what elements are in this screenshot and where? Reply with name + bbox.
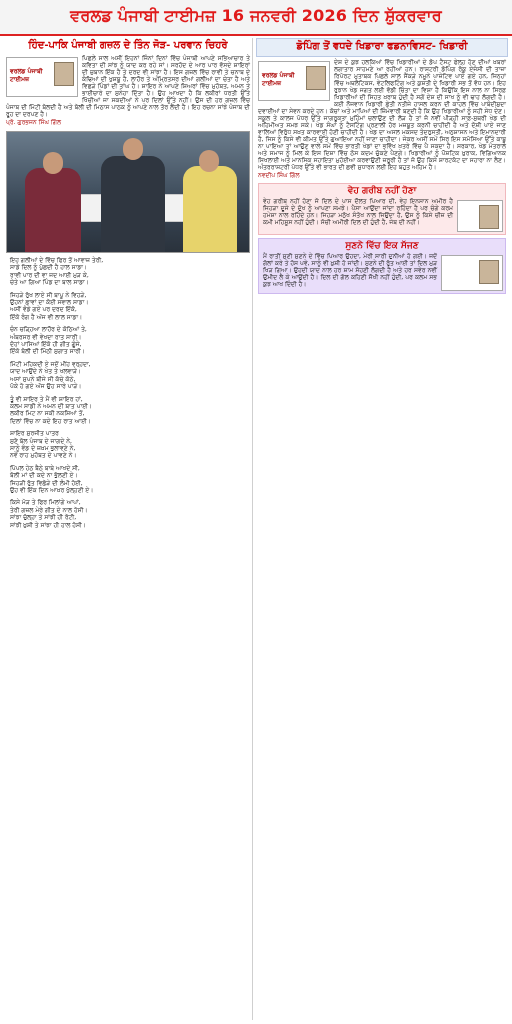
left-column (4, 38, 252, 1020)
poem-line: ਯਾਦ ਆਉਂਦੇ ਨੇ ਖੇਤ ਤੇ ਖਲਵਾੜੇ। (10, 368, 81, 376)
section-wealth-badge (457, 200, 503, 232)
poem-stanza (10, 499, 246, 529)
poem (10, 257, 246, 529)
poem-line: ਅਸੀਂ ਵੰਡੇ ਗਏ ਪਰ ਦਰਦ ਇੱਕੋ, (10, 306, 77, 314)
poem-line: ਉਹ ਵੀ ਇੱਕ ਦਿਨ ਆਖ਼ਰ ਖੁੱਲ੍ਹਣੀ ਏ। (10, 486, 94, 494)
poem-line: ਇਹ ਗਲੀਆਂ ਦੇ ਵਿੱਚ ਫਿਰ ਤੋਂ ਆਵਾਜ਼ ਤੇਰੀ, (10, 257, 104, 264)
section-wealth (258, 183, 506, 235)
poem-line: ਦੋਹਾਂ ਪਾਸਿਆਂ ਇੱਕੋ ਹੀ ਗੀਤ ਗੂੰਜੇ, (10, 341, 82, 349)
author-photo (54, 62, 74, 86)
left-intro-text: ਪਿਛਲੇ ਸਾਲ ਅਸੀਂ ਇਹਨਾਂ ਜਿੰਨਾਂ ਦਿਨਾਂ ਵਿੱਚ ਪੰਜਾਬੀ ਆਪਣੇ ਸਭਿਆਚਾਰ ਤੇ ਕਵਿਤਾ ਦੀ ਸਾਂਝ ਨੂੰ ਯਾਦ ਕਰ ਰਹੇ ਸਾਂ। ਸਰਹੱਦ ਦੇ ਆਰ ਪਾਰ ਵੱਸਦੇ ਸ਼ਾਇਰਾਂ ਦੀ ਜ਼ੁਬਾਨ ਇੱਕ ਹੈ ਤੇ ਦਰਦ ਵੀ ਸਾਂਝਾ ਹੈ। ਇਸ ਗਜ਼ਲ ਵਿੱਚ ਰਾਵੀ ਤੇ ਚਨਾਬ ਦੇ ਕੰਢਿਆਂ ਦੀ ਖੁਸ਼ਬੂ ਹੈ, ਲਾਹੌਰ ਤੇ ਅੰਮ੍ਰਿਤਸਰ ਦੀਆਂ ਗਲੀਆਂ ਦਾ ਚੇਤਾ ਹੈ ਅਤੇ ਵਿਛੜੇ ਪਿੰਡਾਂ ਦੀ ਤਾਂਘ ਹੈ। ਸ਼ਾਇਰ ਨੇ ਆਪਣੇ ਸ਼ਿਅਰਾਂ ਵਿੱਚ ਮੁਹੱਬਤ, ਅਮਨ ਤੇ ਭਾਈਚਾਰੇ ਦਾ ਸੁਨੇਹਾ ਦਿੱਤਾ ਹੈ। ਉਹ ਆਖਦਾ ਹੈ ਕਿ ਲਕੀਰਾਂ ਧਰਤੀ ਉੱਤੇ ਖਿੱਚੀਆਂ ਜਾ ਸਕਦੀਆਂ ਨੇ ਪਰ ਦਿਲਾਂ ਉੱਤੇ ਨਹੀਂ। ਉਸ ਦੀ ਹਰ ਗਜ਼ਲ ਵਿੱਚ ਪੰਜਾਬ ਦੀ ਮਿੱਟੀ ਬੋਲਦੀ ਹੈ ਅਤੇ ਬੋਲੀ ਦੀ ਮਿਠਾਸ ਪਾਠਕ ਨੂੰ ਆਪਣੇ ਨਾਲ ਤੋਰ ਲੈਂਦੀ ਹੈ। ਇਹ ਰਚਨਾ ਸਾਂਝੇ ਪੰਜਾਬ ਦੀ ਰੂਹ ਦਾ ਦਰਪਣ ਹੈ। (6, 55, 250, 118)
poem-line: ਲਕੀਰ ਮਿਟ ਨਾ ਸਕੀ ਨਕਸ਼ਿਆਂ ਤੋਂ, (10, 410, 85, 418)
right-byline-name: ਵਰਲਡ ਪੰਜਾਬੀ ਟਾਈਮਜ਼ (262, 72, 295, 87)
poem-line: ਇੱਕੋ ਬੋਲੀ ਦੀ ਮਿੱਠੀ ਸੁਗਾਤ ਸਾਰੀ। (10, 348, 85, 356)
poem-line: ਨਵੇਂ ਰਾਹ ਮੁਹੱਬਤ ਦੇ ਪਾਵਣੇ ਨੇ। (10, 452, 77, 460)
poem-line: ਚੇਤੇ ਆ ਗਿਆ ਪਿੰਡ ਦਾ ਬਾਲ ਸਾਡਾ। (10, 279, 89, 287)
poem-line: ਸਾਂਝਾ ਚੁੱਲ੍ਹਾ ਤੇ ਸਾਂਝੀ ਹੀ ਰੋਟੀ, (10, 514, 77, 522)
poem-line: ਜਿਹੜੀ ਰੁੱਤ ਵਿਛੋੜੇ ਦੀ ਲੰਮੀ ਹੋਈ, (10, 479, 83, 487)
left-byline-badge (6, 57, 78, 97)
poem-line: ਉਹਨਾਂ ਛਾਵਾਂ ਦਾ ਕੋਈ ਸਵਾਲ ਸਾਡਾ। (10, 299, 89, 307)
poem-line: ਸੁਣੋ ਬੋਲ ਪੰਜਾਬ ਦੇ ਜਾਗਦੇ ਨੇ, (10, 437, 72, 445)
left-byline-name: ਵਰਲਡ ਪੰਜਾਬੀ ਟਾਈਮਜ਼ (10, 68, 43, 83)
poem-line: ਰਾਵੀ ਪਾਰ ਦੀ ਵਾ ਜਦ ਆਈ ਮੁੜ ਕੇ, (10, 271, 89, 279)
poem-stanza (10, 396, 246, 426)
poem-line: ਤੂੰ ਵੀ ਸ਼ਾਇਰ ਤੇ ਮੈਂ ਵੀ ਸ਼ਾਇਰ ਹਾਂ, (10, 395, 83, 403)
poem-line: ਤੇਰੀ ਗਜ਼ਲ ਮੇਰੇ ਗੀਤ ਦੇ ਨਾਲ ਹੋਸੀ। (10, 506, 88, 514)
poem-line: ਪੱਕੇ ਹੋ ਗਏ ਅੱਜ ਉਹ ਸਾਰੇ ਪਾੜੇ। (10, 383, 82, 391)
person-right-head (199, 150, 219, 172)
author-photo (479, 260, 499, 284)
column-divider (252, 38, 253, 1020)
poem-line: ਬੋਲੀ ਮਾਂ ਦੀ ਕਦੇ ਨਾ ਭੁੱਲਣੀ ਏ। (10, 472, 78, 480)
section-poem (258, 238, 506, 294)
left-intro-block (4, 55, 252, 118)
masthead-title: ਵਰਲਡ ਪੰਜਾਬੀ ਟਾਈਮਜ਼ 16 ਜਨਵਰੀ 2026 ਦਿਨ ਸ਼ੁੱਕਰਵਾਰ (70, 6, 442, 25)
left-byline-sub: ਪ੍ਰੋ. ਗੁਰਭਜਨ ਸਿੰਘ ਗਿੱਲ (6, 119, 62, 126)
group-photo (6, 131, 250, 253)
poem-stanza (10, 292, 246, 322)
poem-line: ਮਿੱਟੀ ਮਹਿਕਦੀ ਏ ਜਦੋਂ ਮੀਂਹ ਵਰ੍ਹਦਾ, (10, 360, 91, 368)
section-wealth-title: ਵੇਹ ਗਰੀਬ ਨਹੀਂ ਹੋਣਾ (347, 186, 417, 196)
section-poem-text: ਮੈਂ ਰਾਤੀਂ ਸੁਣੀ ਸੁਣਨੇ ਦੇ ਵਿੱਚ ਪਿਆਰ ਉਹਦਾ, ਮੇਰੀ ਸਾਰੀ ਦੁਨੀਆਂ ਹੋ ਗਈ। ਜਦੋਂ ਗੱਲਾਂ ਕਰੇ ਤੇ ਹੱਸ ਪਵੇ, ਸਾਨੂੰ ਵੀ ਖ਼ੁਸ਼ੀ ਹੋ ਜਾਂਦੀ। ਸੁਣਨੇ ਦੀ ਰੁੱਤ ਆਈ ਤਾਂ ਦਿਲ ਮੁੜ ਖਿੜ ਗਿਆ। ਉਹਦੀ ਯਾਦ ਨਾਲ ਹਰ ਸ਼ਾਮ ਸੋਹਣੀ ਲੱਗਦੀ ਹੈ ਅਤੇ ਹਰ ਸਵੇਰ ਨਵੀਂ ਉਮੀਦ ਲੈ ਕੇ ਆਉਂਦੀ ਹੈ। ਦਿਲ ਦੀ ਗੱਲ ਕਹਿਣੀ ਸੌਖੀ ਨਹੀਂ ਹੁੰਦੀ, ਪਰ ਕਲਮ ਸਭ ਕੁਝ ਆਖ ਦਿੰਦੀ ਹੈ। (263, 253, 437, 288)
poem-line: ਸਾਡੇ ਦਿਲ ਨੂੰ ਪੁੱਛਦੀ ਹੈ ਹਾਲ ਸਾਡਾ। (10, 264, 88, 272)
poem-line: ਇੱਕੋ ਰੰਗ ਹੈ ਅੱਜ ਵੀ ਲਾਲ ਸਾਡਾ। (10, 313, 83, 321)
poem-line: ਸਾਂਝੀ ਖ਼ੁਸ਼ੀ ਤੇ ਸਾਂਝਾ ਹੀ ਹਾਲ ਹੋਸੀ। (10, 521, 86, 529)
poem-line: ਚੰਨ ਚੜ੍ਹਿਆ ਲਾਹੌਰ ਦੇ ਕੋਠਿਆਂ ਤੇ, (10, 326, 87, 334)
right-article-block (256, 59, 508, 171)
right-column (256, 38, 508, 1020)
left-headline: ਹਿੰਦ-ਪਾਕਿ ਪੰਜਾਬੀ ਗਜ਼ਲ ਦੇ ਤਿੰਨ ਜੋੜ- ਪਰਵਾਨ ਚਿਹਰੇ (28, 40, 228, 51)
poem-line: ਅਸਾਂ ਸੁਪਨੇ ਬੀਜੇ ਸੀ ਕੱਚੇ ਕੋਠੇ, (10, 375, 76, 383)
right-article-text: ਦੇਸ਼ ਦੇ ਕੁਝ ਹਲਕਿਆਂ ਵਿੱਚ ਖਿਡਾਰੀਆਂ ਦੇ ਡੋਪ ਟੈਸਟ ਫੇਲ੍ਹ ਹੋਣ ਦੀਆਂ ਖ਼ਬਰਾਂ ਲਗਾਤਾਰ ਸਾਹਮਣੇ ਆ ਰਹੀਆਂ ਹਨ। ਰਾਸ਼ਟਰੀ ਡੋਪਿੰਗ ਰੋਕੂ ਏਜੰਸੀ ਦੀ ਤਾਜ਼ਾ ਰਿਪੋਰਟ ਮੁਤਾਬਕ ਪਿਛਲੇ ਸਾਲ ਸੈਂਕੜੇ ਨਮੂਨੇ ਪਾਜ਼ੇਟਿਵ ਪਾਏ ਗਏ ਹਨ, ਜਿਨ੍ਹਾਂ ਵਿੱਚ ਅਥਲੈਟਿਕਸ, ਵੇਟਲਿਫਟਿੰਗ ਅਤੇ ਕੁਸ਼ਤੀ ਦੇ ਖਿਡਾਰੀ ਸਭ ਤੋਂ ਵੱਧ ਹਨ। ਇਹ ਰੁਝਾਨ ਖੇਡ ਜਗਤ ਲਈ ਵੱਡੀ ਚਿੰਤਾ ਦਾ ਵਿਸ਼ਾ ਹੈ ਕਿਉਂਕਿ ਇਸ ਨਾਲ ਨਾ ਸਿਰਫ਼ ਖਿਡਾਰੀਆਂ ਦੀ ਸਿਹਤ ਖ਼ਰਾਬ ਹੁੰਦੀ ਹੈ ਸਗੋਂ ਦੇਸ਼ ਦੀ ਸਾਖ ਨੂੰ ਵੀ ਢਾਹ ਲੱਗਦੀ ਹੈ। ਕਈ ਨੌਜਵਾਨ ਖਿਡਾਰੀ ਛੇਤੀ ਨਤੀਜੇ ਹਾਸਲ ਕਰਨ ਦੀ ਕਾਹਲ ਵਿੱਚ ਪਾਬੰਦੀਸ਼ੁਦਾ ਦਵਾਈਆਂ ਦਾ ਸੇਵਨ ਕਰਦੇ ਹਨ। ਕੋਚਾਂ ਅਤੇ ਮਾਪਿਆਂ ਦੀ ਜ਼ਿੰਮੇਵਾਰੀ ਬਣਦੀ ਹੈ ਕਿ ਉਹ ਖਿਡਾਰੀਆਂ ਨੂੰ ਸਹੀ ਸੇਧ ਦੇਣ। ਸਕੂਲ ਤੇ ਕਾਲਜ ਪੱਧਰ ਉੱਤੇ ਜਾਗਰੂਕਤਾ ਮੁਹਿੰਮਾਂ ਚਲਾਉਣ ਦੀ ਲੋੜ ਹੈ ਤਾਂ ਜੋ ਨਵੀਂ ਪੀੜ੍ਹੀ ਸਾਫ਼-ਸੁਥਰੀ ਖੇਡ ਦੀ ਅਹਿਮੀਅਤ ਸਮਝ ਸਕੇ। ਖੇਡ ਸੰਘਾਂ ਨੂੰ ਟੈਸਟਿੰਗ ਪ੍ਰਣਾਲੀ ਹੋਰ ਮਜ਼ਬੂਤ ਕਰਨੀ ਚਾਹੀਦੀ ਹੈ ਅਤੇ ਦੋਸ਼ੀ ਪਾਏ ਜਾਣ ਵਾਲਿਆਂ ਵਿਰੁੱਧ ਸਖ਼ਤ ਕਾਰਵਾਈ ਹੋਣੀ ਚਾਹੀਦੀ ਹੈ। ਖੇਡ ਦਾ ਅਸਲ ਮਕਸਦ ਤੰਦਰੁਸਤੀ, ਅਨੁਸ਼ਾਸਨ ਅਤੇ ਇਮਾਨਦਾਰੀ ਹੈ, ਜਿਸ ਨੂੰ ਕਿਸੇ ਵੀ ਕੀਮਤ ਉੱਤੇ ਗੁਆਇਆ ਨਹੀਂ ਜਾਣਾ ਚਾਹੀਦਾ। ਜੇਕਰ ਅਸੀਂ ਸਮੇਂ ਸਿਰ ਇਸ ਸਮੱਸਿਆ ਉੱਤੇ ਕਾਬੂ ਨਾ ਪਾਇਆ ਤਾਂ ਆਉਣ ਵਾਲੇ ਸਮੇਂ ਵਿੱਚ ਭਾਰਤੀ ਖੇਡਾਂ ਦਾ ਭਵਿੱਖ ਖ਼ਤਰੇ ਵਿੱਚ ਪੈ ਸਕਦਾ ਹੈ। ਸਰਕਾਰ, ਖੇਡ ਮੰਤਰਾਲੇ ਅਤੇ ਸਮਾਜ ਨੂੰ ਮਿਲ ਕੇ ਇਸ ਦਿਸ਼ਾ ਵਿੱਚ ਠੋਸ ਕਦਮ ਚੁੱਕਣੇ ਪੈਣਗੇ। ਖਿਡਾਰੀਆਂ ਨੂੰ ਪੌਸ਼ਟਿਕ ਖ਼ੁਰਾਕ, ਵਿਗਿਆਨਕ ਸਿਖਲਾਈ ਅਤੇ ਮਾਨਸਿਕ ਸਹਾਇਤਾ ਮੁਹੱਈਆ ਕਰਵਾਉਣੀ ਜ਼ਰੂਰੀ ਹੈ ਤਾਂ ਜੋ ਉਹ ਕਿਸੇ ਸ਼ਾਰਟਕੱਟ ਦਾ ਸਹਾਰਾ ਨਾ ਲੈਣ। ਅੰਤਰਰਾਸ਼ਟਰੀ ਪੱਧਰ ਉੱਤੇ ਵੀ ਭਾਰਤ ਦੀ ਛਵੀ ਸੁਧਾਰਨ ਲਈ ਇਹ ਬਹੁਤ ਅਹਿਮ ਹੈ। (258, 59, 506, 171)
poem-line: ਅੰਬਰਸਰ ਵੀ ਵੇਖਦਾ ਰਾਤ ਸਾਰੀ। (10, 333, 82, 341)
poem-line: ਸਾਨੂੰ ਵੰਡ ਦੇ ਜ਼ਖ਼ਮ ਭੁਲਾਵਣੇ ਨੇ, (10, 444, 76, 452)
poem-stanza (10, 361, 246, 391)
right-headline: ਡੋਪਿੰਗ ਤੋਂ ਵਧਦੇ ਖਿਡਾਰਾ ਫਡਨਾਵਿਸਟ- ਖਿਡਾਰੀ (256, 38, 508, 57)
person-right (183, 166, 237, 252)
author-photo (479, 205, 499, 229)
poem-line: ਕਲਮ ਸਾਡੀ ਨੇ ਅਮਨ ਦੀ ਬਾਤ ਪਾਈ। (10, 402, 92, 410)
poem-line: ਪਿੱਪਲ ਹੇਠ ਬੈਠੇ ਬਾਬੇ ਆਖਦੇ ਸੀ, (10, 464, 80, 472)
poem-line: ਸ਼ਾਇਰ ਸੁਰਜੀਤ ਪਾਤਰ (10, 430, 59, 438)
poem-line: ਦਿਲਾਂ ਵਿੱਚ ਨਾ ਕਦੇ ਇਹ ਰਾਤ ਆਈ। (10, 417, 91, 425)
right-byline-badge (258, 61, 330, 101)
person-center (101, 156, 165, 252)
person-left-head (43, 152, 63, 174)
author-photo (306, 66, 326, 90)
poem-stanza (10, 430, 246, 460)
section-poem-title: ਸੁਣਨੇ ਵਿੱਚ ਇਕ ਸੱਜਣ (345, 241, 419, 251)
poem-line: ਜਿਹੜੇ ਰੁੱਖ ਲਾਏ ਸੀ ਬਾਪੂ ਨੇ ਵਿਹੜੇ, (10, 291, 87, 299)
section-wealth-text: ਵੇਹ ਗਰੀਬ ਨਹੀਂ ਹੋਣਾ ਜੋ ਦਿਲ ਦੇ ਪਾਸ ਦੌਲਤ ਪਿਆਰ ਦੀ, ਵੇਹ ਇਨਸਾਨ ਅਮੀਰ ਹੈ ਜਿਹੜਾ ਦੂਜੇ ਦੇ ਦੁੱਖ ਨੂੰ ਆਪਣਾ ਸਮਝੇ। ਪੈਸਾ ਆਉਂਦਾ ਜਾਂਦਾ ਰਹਿੰਦਾ ਹੈ ਪਰ ਚੰਗੇ ਕਰਮ ਹਮੇਸ਼ਾ ਨਾਲ ਰਹਿੰਦੇ ਹਨ। ਜਿਹੜਾ ਮਨੁੱਖ ਸੰਤੋਖ ਨਾਲ ਜਿਉਂਦਾ ਹੈ, ਉਸ ਨੂੰ ਕਿਸੇ ਚੀਜ਼ ਦੀ ਕਮੀ ਮਹਿਸੂਸ ਨਹੀਂ ਹੁੰਦੀ। ਸੱਚੀ ਅਮੀਰੀ ਦਿਲ ਦੀ ਹੁੰਦੀ ਹੈ, ਜੇਬ ਦੀ ਨਹੀਂ। (263, 198, 453, 226)
poem-line: ਕਿਸੇ ਮੋੜ ਤੇ ਫਿਰ ਮਿਲਾਂਗੇ ਆਪਾਂ, (10, 499, 81, 507)
right-byline-sub: ਨਵਦੀਪ ਸਿੰਘ ਗਿੱਲ (258, 172, 300, 179)
masthead (0, 0, 512, 36)
person-center-head (123, 138, 143, 160)
poem-stanza (10, 257, 246, 287)
poem-stanza (10, 326, 246, 356)
poem-stanza (10, 465, 246, 495)
section-poem-badge (441, 255, 503, 291)
person-left (25, 168, 81, 252)
